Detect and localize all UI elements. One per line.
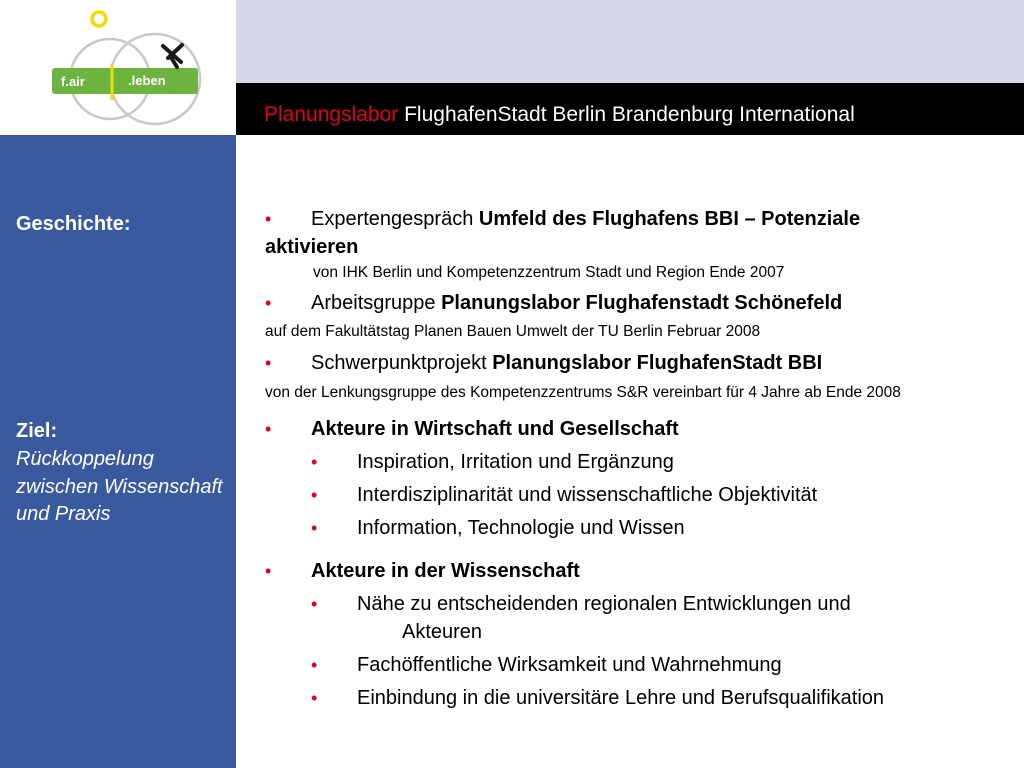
item-2-line: Arbeitsgruppe Planungslabor Flughafenstadt Schönefeld — [311, 292, 843, 314]
logo — [0, 0, 236, 135]
item-4-line: Akteure in Wirtschaft und Gesellschaft — [311, 418, 679, 440]
bullet: • — [265, 353, 272, 373]
item-4-sub-2: Interdisziplinarität und wissenschaftliche Objektivität — [357, 484, 818, 506]
airplane-icon — [163, 45, 182, 67]
item-2-sub: auf dem Fakultätstag Planen Bauen Umwelt der TU Berlin Februar 2008 — [265, 323, 761, 340]
logo-graphic — [0, 0, 236, 135]
bullet: • — [311, 452, 318, 472]
bullet: • — [311, 688, 318, 708]
item-3-sub: von der Lenkungsgruppe des Kompetenzzentrums S&R vereinbart für 4 Jahre ab Ende 2008 — [265, 384, 901, 401]
bullet: • — [311, 594, 318, 614]
goal-label: Ziel: — [16, 420, 58, 442]
history-label: Geschichte: — [16, 213, 131, 235]
title-highlight: Planungslabor — [264, 103, 399, 126]
goal-text: Rückkoppelung zwischen Wissenschaft und Praxis — [16, 448, 223, 525]
item-4-sub-3: Information, Technologie und Wissen — [357, 517, 685, 539]
item-4-sub-1: Inspiration, Irritation und Ergänzung — [357, 451, 674, 473]
bullet: • — [265, 293, 272, 313]
top-band — [236, 0, 1024, 83]
title-bar — [236, 83, 1024, 135]
item-5-sub-2: Fachöffentliche Wirksamkeit und Wahrnehmung — [357, 654, 782, 676]
item-3-line: Schwerpunktprojekt Planungslabor FlughafenStadt BBI — [311, 352, 823, 374]
item-5-sub-1: Nähe zu entscheidenden regionalen Entwicklungen und — [357, 593, 851, 615]
sidebar — [0, 135, 236, 768]
bullet: • — [265, 561, 272, 581]
logo-right-text: .leben — [128, 73, 166, 88]
item-5-sub-1-cont: Akteuren — [402, 621, 483, 643]
ring-icon — [92, 12, 106, 26]
item-1-sub: von IHK Berlin und Kompetenzzentrum Stadt und Region Ende 2007 — [313, 264, 785, 281]
title-rest: FlughafenStadt Berlin Brandenburg International — [398, 103, 855, 126]
item-5-sub-3: Einbindung in die universitäre Lehre und Berufsqualifikation — [357, 687, 885, 709]
bullet: • — [311, 518, 318, 538]
item-1-line-2: aktivieren — [265, 236, 359, 258]
bullet: • — [311, 485, 318, 505]
bullet: • — [311, 655, 318, 675]
logo-left-text: f.air — [61, 74, 85, 89]
item-1-line: Expertengespräch Umfeld des Flughafens BBI – Potenziale — [311, 208, 861, 230]
bullet: • — [265, 419, 272, 439]
bullet: • — [265, 209, 272, 229]
item-5-line: Akteure in der Wissenschaft — [311, 560, 580, 582]
page-title — [264, 103, 855, 127]
